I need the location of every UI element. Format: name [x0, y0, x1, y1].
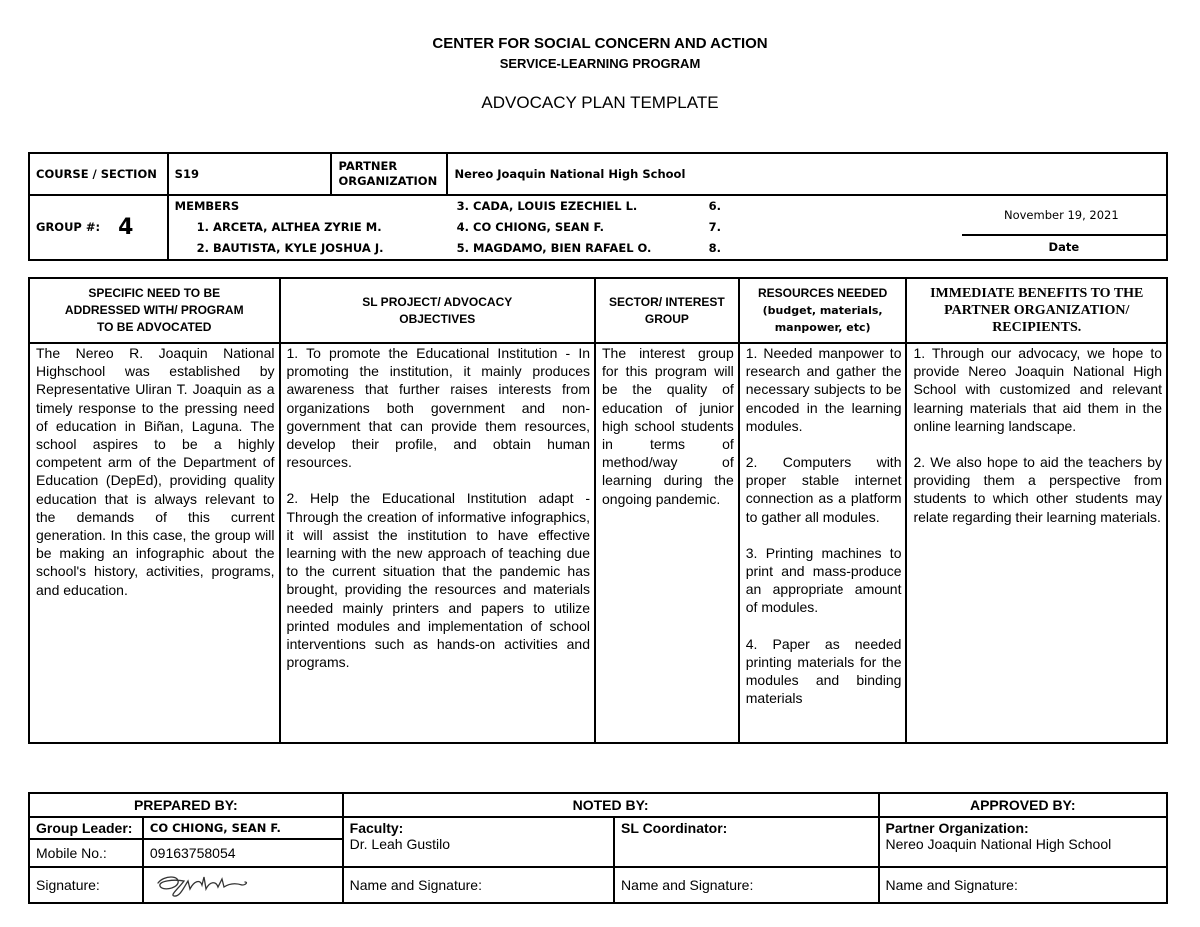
header-resources	[739, 278, 907, 343]
partner-org-label: Partner Organization:	[885, 820, 1029, 836]
date-cell	[957, 195, 1167, 260]
resource-2: 2. Computers with proper stable internet connection as a platform to gather all modules.	[745, 454, 902, 525]
objectives-cell	[280, 343, 596, 743]
signature-image	[143, 867, 343, 903]
date-label: Date	[962, 234, 1166, 258]
objective-2: 2. Help the Educational Institution adapt - Through the creation of informative infographics, it will assist the institution to have effective learning with the new approach of teaching due to the current situation that the pandemic has brought, providing the resources and materials needed mainly printers and papers to utilize printed modules and implementation of school interventions such as hands-on activities and programs.	[286, 490, 590, 671]
faculty-cell	[343, 817, 614, 867]
header-resources-title: RESOURCES NEEDED	[757, 286, 888, 300]
plan-table	[28, 277, 1168, 744]
resources-cell	[739, 343, 907, 743]
members-cell	[168, 195, 957, 260]
signature-label: Signature:	[29, 867, 143, 903]
course-label: COURSE / SECTION	[29, 153, 168, 195]
header-resources-sub: (budget, materials, manpower, etc)	[762, 304, 883, 334]
sector-text: The interest group for this program will be the quality of education of junior high school students in terms of method/way of learning during the ongoing pandemic.	[595, 343, 739, 743]
signature-table	[28, 792, 1168, 904]
benefit-1: 1. Through our advocacy, we hope to provide Nereo Joaquin National High School with customized and relevant learning materials that aid them in the online learning landscape.	[913, 345, 1162, 434]
member-7: 7.	[708, 220, 722, 234]
group-leader-label: Group Leader:	[29, 817, 143, 839]
need-text: The Nereo R. Joaquin National Highschool was established by Representative Uliran T. Joaquin as a timely response to the pressing need of education in Biñan, Laguna. The school aspires to be a highly competent arm of the Department of Education (DepEd), providing quality education that is always relevant to the demands of this current generation. In this case, the group will be making an infographic about the school's history, activities, programs, and education.	[29, 343, 280, 743]
faculty-value: Dr. Leah Gustilo	[349, 836, 451, 852]
coordinator-cell	[614, 817, 878, 867]
member-2: 2. BAUTISTA, KYLE JOSHUA J.	[196, 241, 384, 255]
program-name: SERVICE-LEARNING PROGRAM	[499, 56, 701, 71]
info-table	[28, 152, 1168, 261]
coordinator-signature: Name and Signature:	[614, 867, 878, 903]
coordinator-label: SL Coordinator:	[621, 820, 728, 836]
faculty-signature: Name and Signature:	[343, 867, 614, 903]
header-need: SPECIFIC NEED TO BE ADDRESSED WITH/ PROGRAM TO BE ADVOCATED	[29, 278, 280, 343]
header-objectives: SL PROJECT/ ADVOCACY OBJECTIVES	[280, 278, 596, 343]
member-1: 1. ARCETA, ALTHEA ZYRIE M.	[196, 220, 382, 234]
member-4: 4. CO CHIONG, SEAN F.	[456, 220, 605, 234]
mobile-value: 09163758054	[143, 839, 343, 867]
approved-by-label: APPROVED BY:	[879, 793, 1167, 817]
group-cell	[29, 195, 168, 260]
document-title: ADVOCACY PLAN TEMPLATE	[481, 93, 719, 112]
member-3: 3. CADA, LOUIS EZECHIEL L.	[456, 199, 638, 213]
partner-org-value: Nereo Joaquin National High School	[885, 836, 1112, 852]
partner-label: PARTNER ORGANIZATION	[331, 153, 447, 195]
partner-cell	[879, 817, 1167, 867]
resource-3: 3. Printing machines to print and mass-produce an appropriate amount of modules.	[745, 544, 902, 616]
objective-1: 1. To promote the Educational Institution - In promoting the institution, it mainly produces awareness that further raises interests from organizations both government and non-government that can provide them resources, develop their profile, and obtain human resources.	[286, 345, 590, 471]
mobile-label: Mobile No.:	[29, 839, 143, 867]
resource-4: 4. Paper as needed printing materials for the modules and binding materials	[745, 635, 902, 707]
resource-1: 1. Needed manpower to research and gather the necessary subjects to be encoded in the learning modules.	[745, 345, 902, 434]
header-benefits: IMMEDIATE BENEFITS TO THE PARTNER ORGANIZATION/ RECIPIENTS.	[906, 278, 1167, 343]
prepared-by-label: PREPARED BY:	[29, 793, 343, 817]
benefits-cell	[906, 343, 1167, 743]
noted-by-label: NOTED BY:	[343, 793, 879, 817]
course-value: S19	[168, 153, 332, 195]
org-name: CENTER FOR SOCIAL CONCERN AND ACTION	[432, 35, 768, 52]
partner-value: Nereo Joaquin National High School	[447, 153, 1167, 195]
group-number: 4	[118, 215, 134, 240]
group-label: GROUP #:	[36, 220, 101, 234]
member-8: 8.	[708, 241, 722, 255]
handwritten-signature	[150, 869, 270, 899]
faculty-label: Faculty:	[349, 820, 404, 836]
member-6: 6.	[708, 199, 722, 213]
group-leader-value: CO CHIONG, SEAN F.	[143, 817, 343, 839]
date-value: November 19, 2021	[1003, 208, 1119, 222]
partner-signature: Name and Signature:	[879, 867, 1167, 903]
benefit-2: 2. We also hope to aid the teachers by providing them a perspective from students to which other students may relate regarding their learning materials.	[913, 454, 1162, 525]
member-5: 5. MAGDAMO, BIEN RAFAEL O.	[456, 241, 652, 255]
header-sector: SECTOR/ INTEREST GROUP	[595, 278, 739, 343]
members-label: MEMBERS	[174, 199, 240, 213]
